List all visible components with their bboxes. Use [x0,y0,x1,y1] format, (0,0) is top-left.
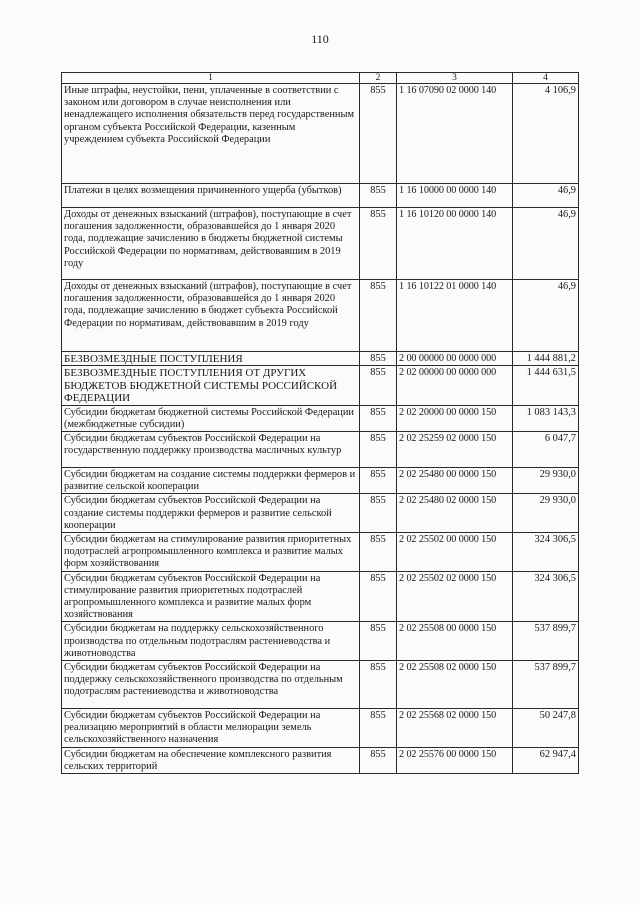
row-name-cell: Субсидии бюджетам субъектов Российской Федерации на поддержку сельскохозяйственного производства по отдельным подотраслям растениеводства и животноводства [62,661,360,709]
header-col-code: 3 [397,73,513,84]
row-name-cell: БЕЗВОЗМЕЗДНЫЕ ПОСТУПЛЕНИЯ [62,352,360,366]
row-amount-cell: 1 444 631,5 [513,366,579,405]
row-code-cell: 2 02 20000 00 0000 150 [397,405,513,431]
row-dept-cell: 855 [360,494,397,533]
table-row [62,280,579,352]
row-code-cell: 2 02 25480 00 0000 150 [397,468,513,494]
row-name-cell: Доходы от денежных взысканий (штрафов), поступающие в счет погашения задолженности, образовавшейся до 1 января 2020 года, подлежащие зачислению в бюджеты бюджетной системы Российской Федерации по нормативам, действовавшим в 2019 году [62,208,360,280]
header-col-dept: 2 [360,73,397,84]
row-amount-cell: 46,9 [513,208,579,280]
row-code-cell: 2 02 25576 00 0000 150 [397,747,513,773]
table-row [62,661,579,709]
row-amount-cell: 6 047,7 [513,432,579,468]
row-name-cell: Субсидии бюджетам на поддержку сельскохозяйственного производства по отдельным подотраслям растениеводства и животноводства [62,622,360,661]
row-amount-cell: 4 106,9 [513,84,579,184]
row-dept-cell: 855 [360,84,397,184]
table-row [62,352,579,366]
row-amount-cell: 324 306,5 [513,571,579,622]
row-code-cell: 1 16 10000 00 0000 140 [397,184,513,208]
table-header-row [62,73,579,84]
row-code-cell: 2 02 25502 02 0000 150 [397,571,513,622]
row-dept-cell: 855 [360,352,397,366]
header-col-name: 1 [62,73,360,84]
row-dept-cell: 855 [360,533,397,572]
row-name-cell: Субсидии бюджетам на создание системы поддержки фермеров и развитие сельской кооперации [62,468,360,494]
row-name-cell: Субсидии бюджетам субъектов Российской Федерации на стимулирование развития приоритетных подотраслей агропромышленного комплекса и развитие малых форм хозяйствования [62,571,360,622]
row-name-cell: Субсидии бюджетам бюджетной системы Российской Федерации (межбюджетные субсидии) [62,405,360,431]
table-row [62,709,579,748]
row-code-cell: 2 02 25508 02 0000 150 [397,661,513,709]
row-code-cell: 2 02 25508 00 0000 150 [397,622,513,661]
row-dept-cell: 855 [360,622,397,661]
row-name-cell: Иные штрафы, неустойки, пени, уплаченные в соответствии с законом или договором в случае неисполнения или ненадлежащего исполнения обязательств перед государственным органом субъекта Российской Федерации, казенным учреждением субъекта Российской Федерации [62,84,360,184]
row-name-cell: Платежи в целях возмещения причиненного ущерба (убытков) [62,184,360,208]
row-amount-cell: 50 247,8 [513,709,579,748]
row-amount-cell: 537 899,7 [513,661,579,709]
row-dept-cell: 855 [360,571,397,622]
row-dept-cell: 855 [360,661,397,709]
page-number: 110 [311,32,329,46]
table-row [62,494,579,533]
row-amount-cell: 46,9 [513,184,579,208]
row-name-cell: Субсидии бюджетам субъектов Российской Федерации на государственную поддержку производства масличных культур [62,432,360,468]
table-row [62,622,579,661]
row-dept-cell: 855 [360,405,397,431]
row-amount-cell: 29 930,0 [513,494,579,533]
row-name-cell: Субсидии бюджетам субъектов Российской Федерации на создание системы поддержки фермеров и развитие сельской кооперации [62,494,360,533]
table-row [62,366,579,405]
row-code-cell: 1 16 07090 02 0000 140 [397,84,513,184]
header-col-amount: 4 [513,73,579,84]
row-amount-cell: 29 930,0 [513,468,579,494]
row-dept-cell: 855 [360,280,397,352]
row-code-cell: 2 02 00000 00 0000 000 [397,366,513,405]
row-code-cell: 1 16 10122 01 0000 140 [397,280,513,352]
row-amount-cell: 46,9 [513,280,579,352]
table-body [62,84,579,774]
row-name-cell: Субсидии бюджетам на обеспечение комплексного развития сельских территорий [62,747,360,773]
row-code-cell: 2 02 25480 02 0000 150 [397,494,513,533]
table-row [62,533,579,572]
table-row [62,84,579,184]
table-row [62,571,579,622]
row-dept-cell: 855 [360,468,397,494]
row-amount-cell: 62 947,4 [513,747,579,773]
row-name-cell: БЕЗВОЗМЕЗДНЫЕ ПОСТУПЛЕНИЯ ОТ ДРУГИХ БЮДЖЕТОВ БЮДЖЕТНОЙ СИСТЕМЫ РОССИЙСКОЙ ФЕДЕРАЦИИ [62,366,360,405]
row-code-cell: 2 00 00000 00 0000 000 [397,352,513,366]
table-row [62,405,579,431]
row-code-cell: 2 02 25568 02 0000 150 [397,709,513,748]
row-code-cell: 2 02 25259 02 0000 150 [397,432,513,468]
row-amount-cell: 1 083 143,3 [513,405,579,431]
table-row [62,468,579,494]
row-amount-cell: 537 899,7 [513,622,579,661]
row-name-cell: Доходы от денежных взысканий (штрафов), поступающие в счет погашения задолженности, образовавшейся до 1 января 2020 года, подлежащие зачислению в бюджет субъекта Российской Федерации по нормативам, действовавшим в 2019 году [62,280,360,352]
row-dept-cell: 855 [360,208,397,280]
table-row [62,747,579,773]
row-dept-cell: 855 [360,709,397,748]
row-dept-cell: 855 [360,366,397,405]
row-name-cell: Субсидии бюджетам субъектов Российской Федерации на реализацию мероприятий в области мелиорации земель сельскохозяйственного назначения [62,709,360,748]
row-name-cell: Субсидии бюджетам на стимулирование развития приоритетных подотраслей агропромышленного комплекса и развитие малых форм хозяйствования [62,533,360,572]
row-amount-cell: 1 444 881,2 [513,352,579,366]
row-dept-cell: 855 [360,747,397,773]
row-dept-cell: 855 [360,432,397,468]
table-row [62,432,579,468]
row-code-cell: 2 02 25502 00 0000 150 [397,533,513,572]
table-row [62,208,579,280]
row-code-cell: 1 16 10120 00 0000 140 [397,208,513,280]
row-dept-cell: 855 [360,184,397,208]
table-row [62,184,579,208]
budget-revenue-table [61,72,579,774]
row-amount-cell: 324 306,5 [513,533,579,572]
